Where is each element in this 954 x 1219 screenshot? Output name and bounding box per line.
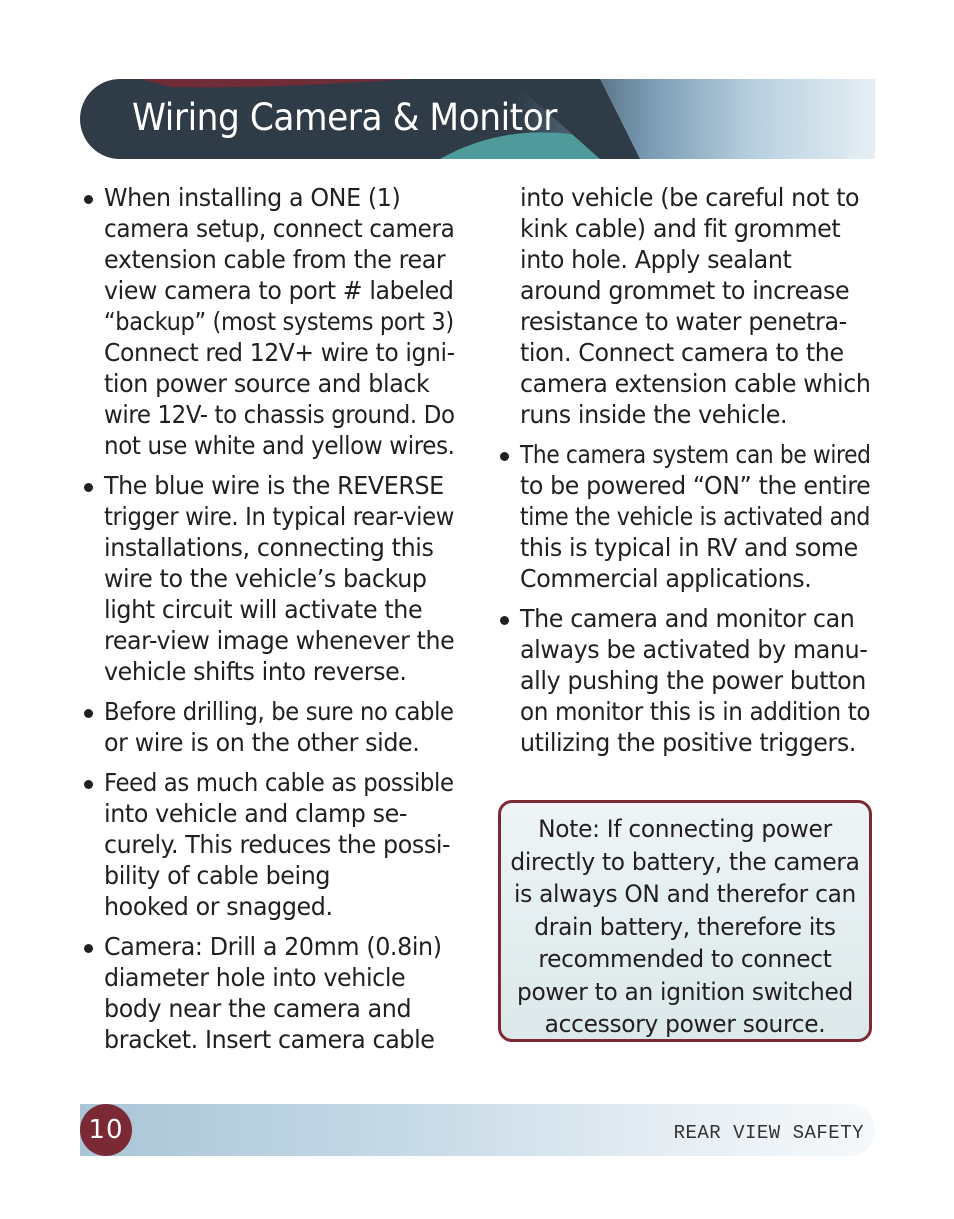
text-line: The blue wire is the REVERSE [104,471,444,500]
text-line: wire 12V- to chassis ground. Do [104,400,455,429]
text-line: this is typical in RV and some [520,533,858,562]
bullet-one-camera-setup [84,182,469,461]
text-line: resistance to water penetra- [520,307,847,336]
text-line: “backup” (most systems port 3) [104,307,454,336]
text-line: The camera system can be wired [520,440,871,469]
text-line: view camera to port # labeled [104,276,454,305]
text-line: Feed as much cable as possible [104,768,454,797]
text-line: into vehicle (be careful not to [520,183,860,212]
bullet-dot [84,944,93,953]
text-line: bility of cable being [104,861,331,890]
note-line: recommended to connect [538,945,832,973]
footer-brand: REAR VIEW SAFETY [673,1122,864,1144]
text-line: on monitor this is in addition to [520,697,871,726]
text-line: ally pushing the power button [520,666,866,695]
text-line: vehicle shifts into reverse. [104,657,407,686]
text-line: tion. Connect camera to the [520,338,844,367]
note-box [498,800,872,1042]
text-line: Before drilling, be sure no cable [104,697,454,726]
bullet-camera-drill [84,931,469,1055]
bullet-dot [500,616,509,625]
text-line: When installing a ONE (1) [104,183,401,212]
bullet-dot [84,483,93,492]
text-line: installations, connecting this [104,533,434,562]
note-line: drain battery, therefore its [534,912,836,941]
text-line: runs inside the vehicle. [520,400,788,429]
page-number: 10 [80,1104,132,1156]
text-line: The camera and monitor can [520,604,855,633]
text-line: curely. This reduces the possi- [104,830,451,859]
bullet-camera-drill-continued [500,182,885,430]
text-line: bracket. Insert camera cable [104,1025,435,1054]
text-line: to be powered “ON” the entire [520,471,871,500]
bullet-before-drilling [84,696,469,758]
text-line: not use white and yellow wires. [104,431,455,460]
note-line: power to an ignition switched [516,977,853,1006]
bullet-feed-cable [84,767,469,922]
text-line: around grommet to increase [520,276,850,305]
text-line: hooked or snagged. [104,892,333,921]
text-line: body near the camera and [104,994,412,1023]
text-line: time the vehicle is activated and [520,502,870,531]
text-line: into vehicle and clamp se- [104,799,408,828]
left-column [84,182,469,1064]
bullet-dot [84,195,93,204]
note-line: Note: If connecting power [538,815,832,843]
text-line: camera extension cable which [520,369,871,398]
text-line: rear-view image whenever the [104,626,455,655]
text-line: utilizing the positive triggers. [520,728,857,757]
text-line: trigger wire. In typical rear-view [104,502,455,531]
text-line: into hole. Apply sealant [520,245,792,274]
text-line: Commercial applications. [520,564,812,593]
text-line: Connect red 12V+ wire to igni- [104,338,455,367]
header-banner [80,79,875,159]
text-line: diameter hole into vehicle [104,963,406,992]
text-line: always be activated by manu- [520,635,868,664]
right-column [500,182,885,767]
bullet-manual-activation [500,603,885,758]
bullet-dot [500,452,509,461]
bullet-dot [84,709,93,718]
bullet-reverse-trigger [84,470,469,687]
bullet-dot [84,780,93,789]
text-line: kink cable) and fit grommet [520,214,841,243]
text-line: wire to the vehicle’s backup [104,564,427,593]
page-title: Wiring Camera & Monitor [132,96,557,139]
text-line: Camera: Drill a 20mm (0.8in) [104,932,442,961]
note-line: is always ON and therefor can [513,880,857,908]
text-line: light circuit will activate the [104,595,423,624]
note-line: directly to battery, the camera [510,847,860,876]
text-line: or wire is on the other side. [104,728,420,757]
bullet-powered-on [500,439,885,594]
text-line: camera setup, connect camera [104,214,455,243]
text-line: extension cable from the rear [104,245,446,274]
note-line: accessory power source. [544,1010,826,1038]
text-line: tion power source and black [104,369,430,398]
